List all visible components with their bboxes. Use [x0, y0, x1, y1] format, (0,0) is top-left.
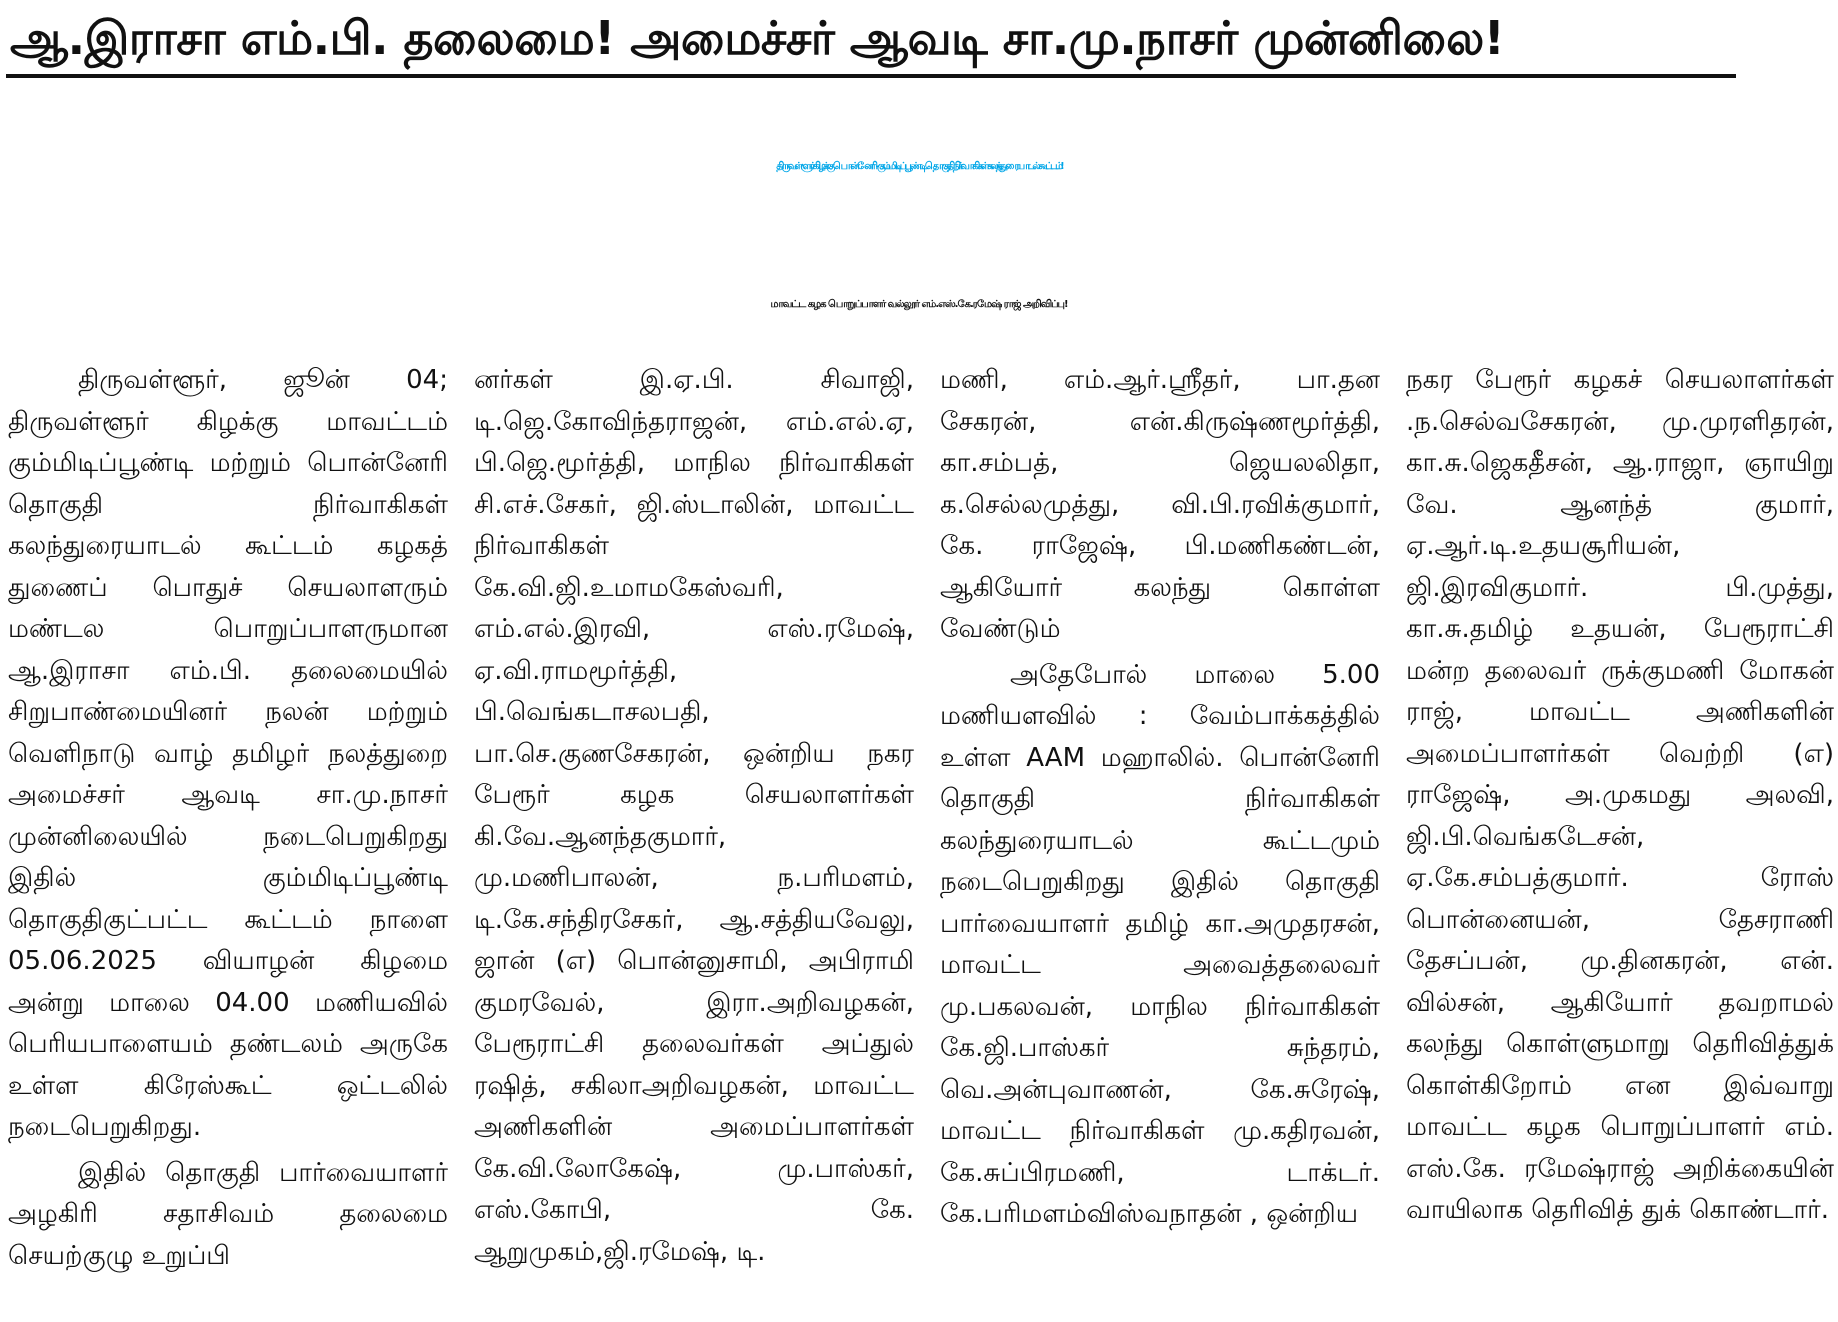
kicker-headline: ஆ.இராசா எம்.பி. தலைமை! அமைச்சர் ஆவடி சா.மு.நாசர் முன்னிலை!: [10, 11, 1505, 65]
article-paragraph: மணி, எம்.ஆர்.ஸ்ரீதர், பா.தன சேகரன், என்.கிருஷ்ணமூர்த்தி, கா.சம்பத், ஜெயலலிதா, க.செல்லமுத்து, வி.பி.ரவிக்குமார், கே. ராஜேஷ், பி.மணிகண்டன், ஆகியோர் கலந்து கொள்ள வேண்டும்: [940, 365, 1380, 644]
kicker-rule: [6, 74, 1736, 78]
subheadline: மாவட்ட கழக பொறுப்பாளர் வல்லூர் எம்.எஸ்.கே.ரமேஷ் ராஜ் அறிவிப்பு!: [770, 299, 1068, 310]
article-paragraph: இதில் தொகுதி பார்வையாளர் அழகிரி சதாசிவம் தலைமை செயற்குழு உறுப்பி: [8, 1157, 448, 1271]
article-paragraph: திருவள்ளூர், ஜூன் 04; திருவள்ளூர் கிழக்கு மாவட்டம் கும்மிடிப்பூண்டி மற்றும் பொன்னேரி தொகுதி நிர்வாகிகள் கலந்துரையாடல் கூட்டம் கழகத் துணைப் பொதுச் செயலாளரும் மண்டல பொறுப்பாளருமான ஆ.இராசா எம்.பி. தலைமையில் சிறுபாண்மையினர் நலன் மற்றும் வெளிநாடு வாழ் தமிழர் நலத்துறை அமைச்சர் ஆவடி சா.மு.நாசர் முன்னிலையில் நடைபெறுகிறது இதில் கும்மிடிப்பூண்டி தொகுதிகுட்பட்ட கூட்டம் நாளை 05.06.2025 வியாழன் கிழமை அன்று மாலை 04.00 மணியவில் பெரியபாளையம் தண்டலம் அருகே உள்ள கிரேஸ்கூட் ஒட்டலில் நடைபெறுகிறது.: [8, 365, 448, 1142]
article-column-3: [940, 360, 1380, 1318]
article-body: [8, 360, 1834, 1318]
article-column-1: [8, 360, 448, 1318]
article-paragraph: னர்கள் இ.ஏ.பி. சிவாஜி, டி.ஜெ.கோவிந்தராஜன், எம்.எல்.ஏ, பி.ஜெ.மூர்த்தி, மாநில நிர்வாகிகள் சி.எச்.சேகர், ஜி.ஸ்டாலின், மாவட்ட நிர்வாகிகள் கே.வி.ஜி.உமாமகேஸ்வரி, எம்.எல்.இரவி, எஸ்.ரமேஷ், ஏ.வி.ராமமூர்த்தி, பி.வெங்கடாசலபதி, பா.செ.குணசேகரன், ஒன்றிய நகர பேரூர் கழக செயலாளர்கள் கி.வே.ஆனந்தகுமார், மு.மணிபாலன், ந.பரிமளம், டி.கே.சந்திரசேகர், ஆ.சத்தியவேலு, ஜான் (எ) பொன்னுசாமி, அபிராமி குமரவேல், இரா.அறிவழகன், பேரூராட்சி தலைவர்கள் அப்துல் ரஷித், சகிலாஅறிவழகன், மாவட்ட அணிகளின் அமைப்பாளர்கள் கே.வி.லோகேஷ், மு.பாஸ்கர், எஸ்.கோபி, கே. ஆறுமுகம்,ஜி.ரமேஷ், டி.: [474, 365, 914, 1267]
article-column-4: [1406, 360, 1834, 1318]
article-column-2: [474, 360, 914, 1318]
article-paragraph: அதேபோல் மாலை 5.00 மணியளவில் : வேம்பாக்கத்தில் உள்ள AAM மஹாலில். பொன்னேரி தொகுதி நிர்வாகிகள் கலந்துரையாடல் கூட்டமும் நடைபெறுகிறது இதில் தொகுதி பார்வையாளர் தமிழ் கா.அமுதரசன், மாவட்ட அவைத்தலைவர் மு.பகலவன், மாநில நிர்வாகிகள் கே.ஜி.பாஸ்கர் சுந்தரம், வெ.அன்புவாணன், கே.சுரேஷ், மாவட்ட நிர்வாகிகள் மு.கதிரவன், கே.சுப்பிரமணி, டாக்டர். கே.பரிமளம்விஸ்வநாதன் , ஒன்றிய: [940, 659, 1380, 1229]
article-paragraph: நகர பேரூர் கழகச் செயலாளர்கள் .ந.செல்வசேகரன், மு.முரளிதரன், கா.சு.ஜெகதீசன், ஆ.ராஜா, ஞாயிறு வே. ஆனந்த் குமார், ஏ.ஆர்.டி.உதயசூரியன், ஜி.இரவிகுமார். பி.முத்து, கா.சு.தமிழ் உதயன், பேரூராட்சி மன்ற தலைவர் ருக்குமணி மோகன் ராஜ், மாவட்ட அணிகளின் அமைப்பாளர்கள் வெற்றி (எ) ராஜேஷ், அ.முகமது அலவி, ஜி.பி.வெங்கடேசன், ஏ.கே.சம்பத்குமார். ரோஸ் பொன்னையன், தேசராணி தேசப்பன், மு.தினகரன், என். வில்சன், ஆகியோர் தவறாமல் கலந்து கொள்ளுமாறு தெரிவித்துக் கொள்கிறோம் என இவ்வாறு மாவட்ட கழக பொறுப்பாளர் எம். எஸ்.கே. ரமேஷ்ராஜ் அறிக்கையின் வாயிலாக தெரிவித் துக் கொண்டார்.: [1406, 365, 1834, 1225]
main-headline: திருவள்ளூர் கிழக்கு பொன்னேரி - கும்மிடிப்பூண்டி தொகுதி நிர்வாகிகள் கலந்துரையாடல் கூட்டம்!: [776, 161, 1062, 172]
